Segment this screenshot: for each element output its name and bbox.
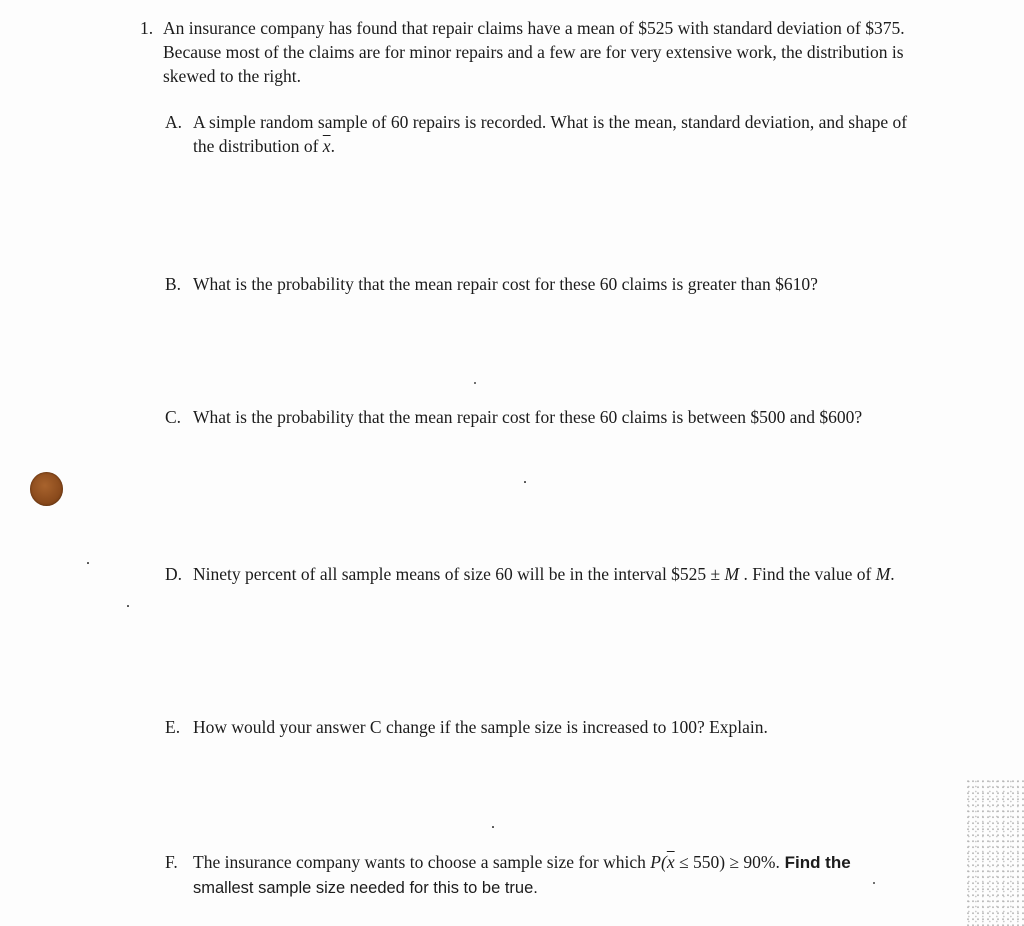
inequality-expression: ≤ 550) ≥ 90%. [674,852,780,872]
part-a [165,110,925,158]
scan-speck [492,826,494,828]
problem-number: 1. [140,18,154,38]
hole-punch-mark [30,472,63,506]
part-d-question [193,562,925,586]
probability-expression: P( [650,852,667,872]
part-f-question [193,850,925,900]
part-e-question: How would your answer C change if the sample size is increased to 100? Explain. [193,717,768,737]
scan-speck [87,562,89,564]
scan-speck [524,481,526,483]
problem-1-intro [140,16,930,88]
part-d [165,562,925,586]
x-bar-symbol-f: $\overline{x}$ [666,852,675,872]
part-d-text: Ninety percent of all sample means of size 60 will be in the interval $525 ± [193,564,725,584]
m-variable: M [724,564,740,584]
part-d-text-mid: . Find the value of [739,564,876,584]
part-b [165,272,925,296]
part-c [165,405,885,429]
part-d-period: . [890,564,895,584]
part-b-letter: B. [165,274,182,294]
x-bar-symbol: $\overline{x}$ [322,136,331,156]
scan-speck [474,382,476,384]
part-f-letter: F. [165,852,178,872]
part-e [165,715,925,739]
problem-statement: An insurance company has found that repair claims have a mean of $525 with standard deviation of $375. Because most of the claims are for minor repairs and a few are for very extensive work, the distribution is skewed to the right. [163,18,905,86]
part-c-letter: C. [165,407,182,427]
part-c-question: What is the probability that the mean repair cost for these 60 claims is between $500 and $600? [193,407,863,427]
part-f-text-line2: smallest sample size needed for this to be true. [193,879,538,897]
part-a-text: A simple random sample of 60 repairs is recorded. What is the mean, standard deviation, and shape of the distribution of [193,112,908,156]
m-variable-2: M [875,564,891,584]
scan-edge-noise [964,780,1024,926]
part-b-question: What is the probability that the mean repair cost for these 60 claims is greater than $610? [193,274,818,294]
part-e-letter: E. [165,717,181,737]
part-a-letter: A. [165,112,183,132]
part-a-question [193,110,925,158]
part-f-text: The insurance company wants to choose a sample size for which [193,852,651,872]
part-f-bold-text: Find the [779,853,851,872]
scan-speck [127,605,129,607]
part-a-period: . [330,136,335,156]
part-f [165,850,925,900]
part-d-letter: D. [165,564,183,584]
scan-speck [873,882,875,884]
